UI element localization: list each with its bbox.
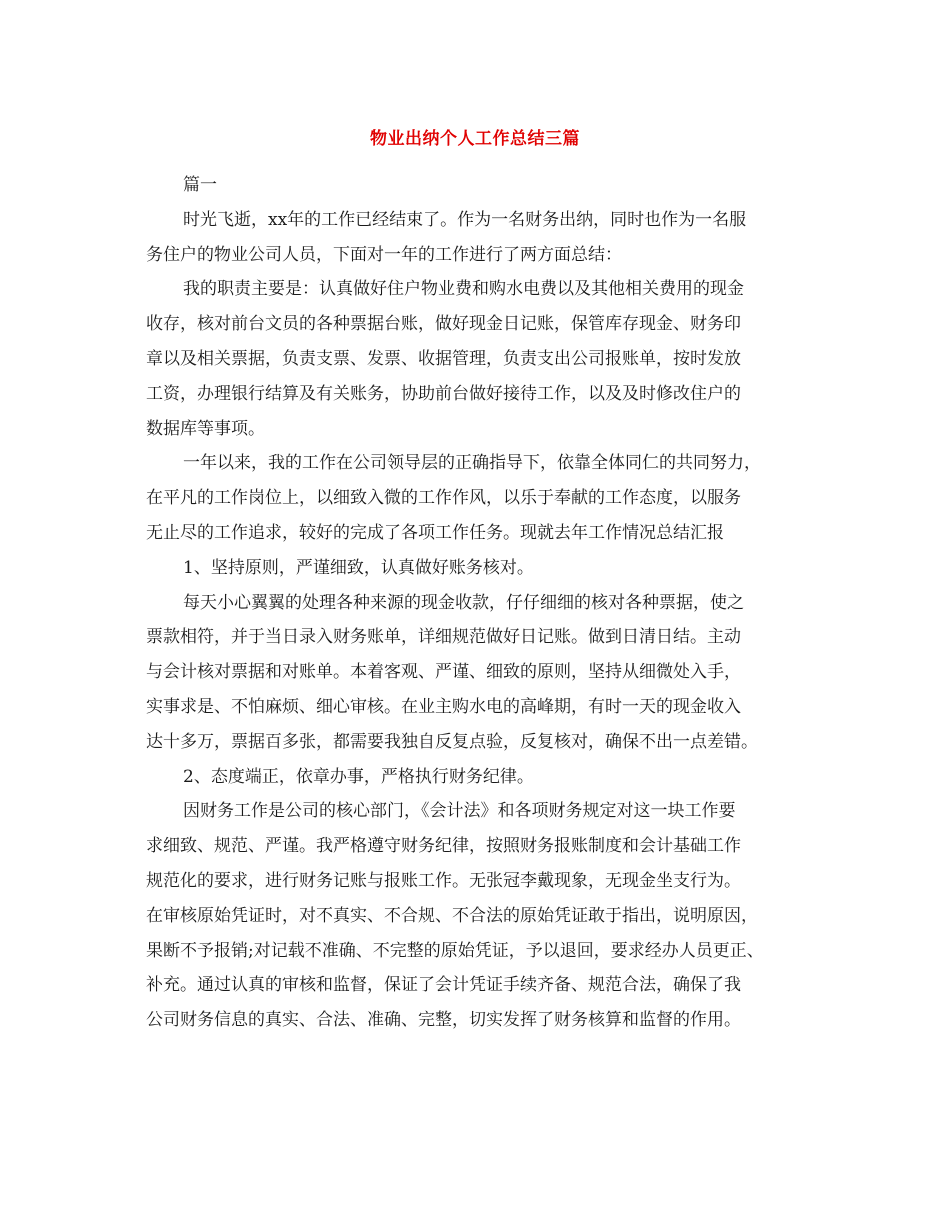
text-line: 无止尽的工作追求，较好的完成了各项工作任务。现就去年工作情况总结汇报	[146, 522, 724, 543]
text-line: 章以及相关票据，负责支票、发票、收据管理，负责支出公司报账单，按时发放	[146, 348, 741, 369]
text-line: 因财务工作是公司的核心部门，《会计法》和各项财务规定对这一块工作要	[183, 801, 736, 822]
text-line: 果断不予报销;对记载不准确、不完整的原始凭证，予以退回，要求经办人员更正、	[146, 940, 764, 961]
text-line: 达十多万，票据百多张，都需要我独自反复点验，反复核对，确保不出一点差错。	[146, 731, 758, 752]
text-line: 时光飞逝，xx年的工作已经结束了。作为一名财务出纳，同时也作为一名服	[183, 209, 747, 230]
text-line: 补充。通过认真的审核和监督，保证了会计凭证手续齐备、规范合法，确保了我	[146, 975, 741, 996]
text-line: 与会计核对票据和对账单。本着客观、严谨、细致的原则，坚持从细微处入手，	[146, 662, 741, 683]
text-line: 数据库等事项。	[146, 418, 265, 439]
text-line: 一年以来，我的工作在公司领导层的正确指导下，依靠全体同仁的共同努力，	[183, 453, 761, 474]
text-line: 2、态度端正，依章办事，严格执行财务纪律。	[183, 766, 534, 787]
text-line: 求细致、规范、严谨。我严格遵守财务纪律，按照财务报账制度和会计基础工作	[146, 836, 741, 857]
text-line: 每天小心翼翼的处理各种来源的现金收款，仔仔细细的核对各种票据，使之	[183, 592, 744, 613]
text-line: 在审核原始凭证时，对不真实、不合规、不合法的原始凭证敢于指出，说明原因，	[146, 905, 758, 926]
text-line: 篇一	[183, 175, 217, 195]
text-line: 我的职责主要是：认真做好住户物业费和购水电费以及其他相关费用的现金	[183, 279, 744, 300]
text-line: 1、坚持原则，严谨细致，认真做好账务核对。	[183, 557, 534, 578]
text-line: 票款相符，并于当日录入财务账单，详细规范做好日记账。做到日清日结。主动	[146, 627, 741, 648]
text-line: 公司财务信息的真实、合法、准确、完整，切实发挥了财务核算和监督的作用。	[146, 1010, 741, 1031]
text-line: 工资，办理银行结算及有关账务，协助前台做好接待工作，以及及时修改住户的	[146, 383, 741, 404]
document-body	[146, 168, 826, 1038]
text-line: 规范化的要求，进行财务记账与报账工作。无张冠李戴现象，无现金坐支行为。	[146, 870, 741, 891]
text-line: 务住户的物业公司人员，下面对一年的工作进行了两方面总结：	[146, 244, 622, 265]
text-line: 在平凡的工作岗位上，以细致入微的工作作风，以乐于奉献的工作态度，以服务	[146, 488, 741, 509]
text-line: 收存，核对前台文员的各种票据台账，做好现金日记账，保管库存现金、财务印	[146, 314, 741, 335]
text-line: 实事求是、不怕麻烦、细心审核。在业主购水电的高峰期，有时一天的现金收入	[146, 696, 741, 717]
document-title: 物业出纳个人工作总结三篇	[370, 129, 580, 149]
